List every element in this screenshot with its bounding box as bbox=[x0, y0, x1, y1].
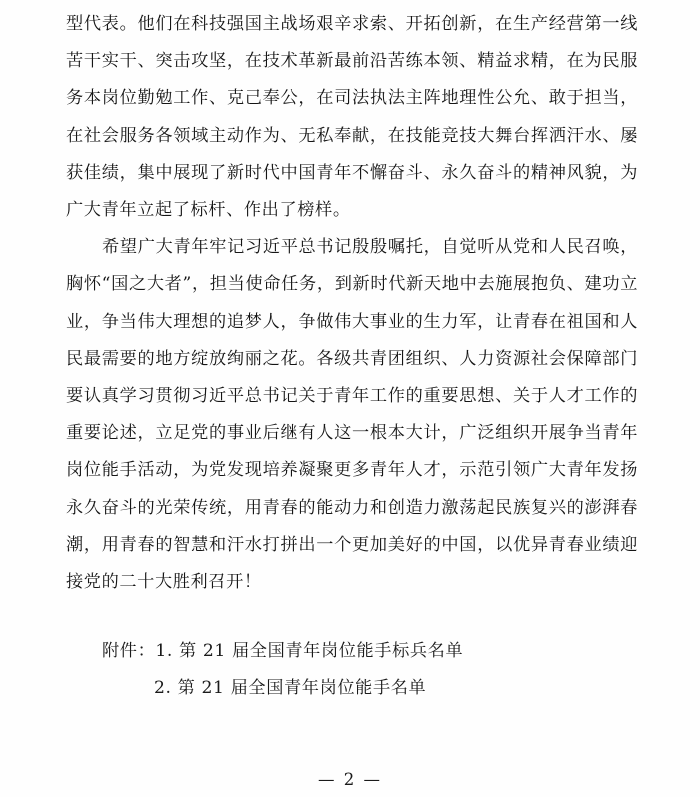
document-body bbox=[66, 6, 638, 601]
paragraph-continued: 型代表。他们在科技强国主战场艰辛求索、开拓创新，在生产经营第一线苦干实干、突击攻坚，在技术革新最前沿苦练本领、精益求精，在为民服务本岗位勤勉工作、克己奉公，在司法执法主阵地理性公允、敢于担当，在社会服务各领域主动作为、无私奉献，在技能竞技大舞台挥洒汗水、屡获佳绩，集中展现了新时代中国青年不懈奋斗、永久奋斗的精神风貌，为广大青年立起了标杆、作出了榜样。 bbox=[66, 14, 638, 221]
page-number bbox=[0, 770, 700, 789]
attachment-list bbox=[66, 633, 638, 707]
paragraph-hope: 希望广大青年牢记习近平总书记殷殷嘱托，自觉听从党和人民召唤，胸怀“国之大者”，担当使命任务，到新时代新天地中去施展抱负、建功立业，争当伟大理想的追梦人，争做伟大事业的生力军，让青春在祖国和人民最需要的地方绽放绚丽之花。各级共青团组织、人力资源社会保障部门要认真学习贯彻习近平总书记关于青年工作的重要思想、关于人才工作的重要论述，立足党的事业后继有人这一根本大计，广泛组织开展争当青年岗位能手活动，为党发现培养凝聚更多青年人才，示范引领广大青年发扬永久奋斗的光荣传统，用青春的能动力和创造力激荡起民族复兴的澎湃春潮，用青春的智慧和汗水打拼出一个更加美好的中国，以优异青春业绩迎接党的二十大胜利召开！ bbox=[66, 237, 638, 593]
attachment-item-1: 附件：1. 第 21 届全国青年岗位能手标兵名单 bbox=[102, 641, 464, 662]
attachment-item-2: 2. 第 21 届全国青年岗位能手名单 bbox=[154, 678, 427, 699]
page-number-text: — 2 — bbox=[318, 770, 382, 789]
